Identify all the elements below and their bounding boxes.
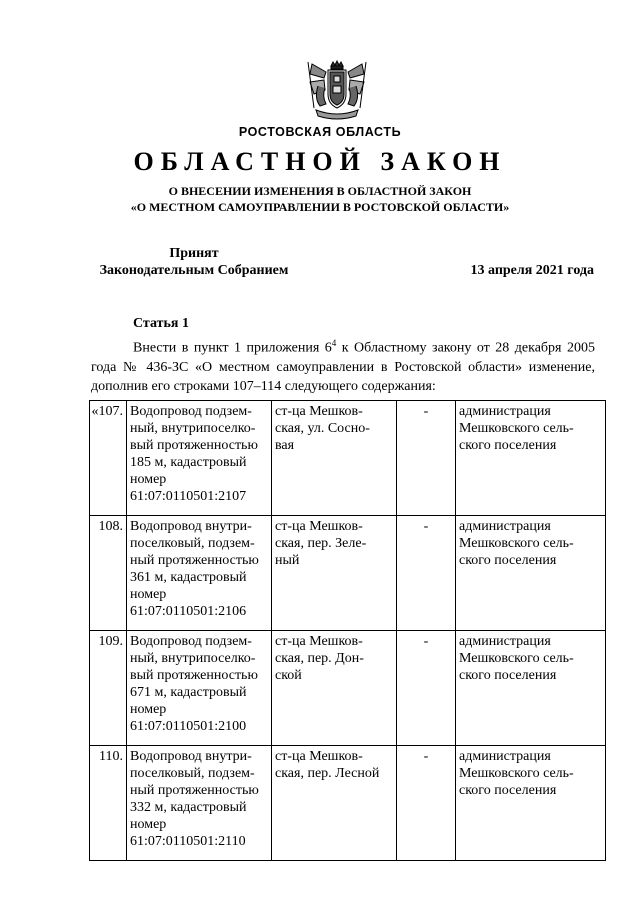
adoption-block <box>94 245 294 279</box>
object-address <box>272 516 397 631</box>
object-line: поселковый, подзем- <box>130 766 255 781</box>
object-description <box>127 401 272 516</box>
subtitle-line: О ВНЕСЕНИИ ИЗМЕНЕНИЯ В ОБЛАСТНОЙ ЗАКОН <box>168 184 472 198</box>
empty-cell-dash: - <box>397 631 456 746</box>
row-number: «107. <box>90 401 127 516</box>
address-line: ская, ул. Сосно- <box>275 421 370 436</box>
address-line: ный <box>275 553 300 568</box>
object-description <box>127 631 272 746</box>
object-line: 671 м, кадастровый <box>130 685 247 700</box>
address-line: вая <box>275 438 295 453</box>
address-line: ст-ца Мешков- <box>275 749 363 764</box>
table-row <box>90 746 606 861</box>
object-line: номер <box>130 702 167 717</box>
adoption-date: 13 апреля 2021 года <box>470 263 594 278</box>
table-row <box>90 516 606 631</box>
owner-line: администрация <box>459 749 551 764</box>
subtitle-line: «О МЕСТНОМ САМОУПРАВЛЕНИИ В РОСТОВСКОЙ ОБЛАСТИ» <box>130 200 510 214</box>
owner-line: администрация <box>459 634 551 649</box>
object-line: 332 м, кадастровый <box>130 800 247 815</box>
object-line: вый протяженностью <box>130 668 258 683</box>
empty-cell-dash: - <box>397 401 456 516</box>
object-address <box>272 746 397 861</box>
table-row <box>90 401 606 516</box>
owner-line: администрация <box>459 404 551 419</box>
object-line: 61:07:0110501:2100 <box>130 719 247 734</box>
owner-name <box>456 516 606 631</box>
owner-line: ского поселения <box>459 668 557 683</box>
object-line: Водопровод подзем- <box>130 404 252 419</box>
owner-line: Мешковского сель- <box>459 766 574 781</box>
object-line: номер <box>130 472 167 487</box>
address-line: ская, пер. Лесной <box>275 766 380 781</box>
article-text <box>91 334 595 396</box>
object-line: ный, внутрипоселко- <box>130 421 256 436</box>
address-line: ская, пер. Зеле- <box>275 536 367 551</box>
owner-line: ского поселения <box>459 783 557 798</box>
owner-line: Мешковского сель- <box>459 421 574 436</box>
object-line: ный, внутрипоселко- <box>130 651 256 666</box>
article-text-end: к Областному закону от 28 декабря 2005 года № 436-ЗС «О местном самоуправлении в Ростовской области» изменение, дополнив его строками 107–114 следующего содержания: <box>91 340 595 394</box>
object-line: номер <box>130 587 167 602</box>
object-address <box>272 631 397 746</box>
object-line: 185 м, кадастровый <box>130 455 247 470</box>
law-type-title: ОБЛАСТНОЙ ЗАКОН <box>133 147 507 176</box>
object-line: 61:07:0110501:2106 <box>130 604 247 619</box>
address-line: ст-ца Мешков- <box>275 634 363 649</box>
empty-cell-dash: - <box>397 746 456 861</box>
article-text-start: Внести в пункт 1 приложения 6 <box>133 340 332 356</box>
row-number: 108. <box>90 516 127 631</box>
empty-cell-dash: - <box>397 516 456 631</box>
owner-line: администрация <box>459 519 551 534</box>
appendix-superscript: 4 <box>331 338 337 348</box>
object-line: номер <box>130 817 167 832</box>
object-line: Водопровод внутри- <box>130 749 252 764</box>
object-line: 61:07:0110501:2110 <box>130 834 246 849</box>
address-line: ская, пер. Дон- <box>275 651 364 666</box>
object-line: вый протяженностью <box>130 438 258 453</box>
object-line: ный протяженностью <box>130 553 259 568</box>
owner-line: Мешковского сель- <box>459 536 574 551</box>
object-line: Водопровод внутри- <box>130 519 252 534</box>
coat-of-arms-emblem <box>304 60 370 122</box>
owner-name <box>456 631 606 746</box>
address-line: ст-ца Мешков- <box>275 519 363 534</box>
address-line: ст-ца Мешков- <box>275 404 363 419</box>
article-heading: Статья 1 <box>133 316 189 331</box>
object-address <box>272 401 397 516</box>
object-description <box>127 746 272 861</box>
object-line: Водопровод подзем- <box>130 634 252 649</box>
owner-name <box>456 746 606 861</box>
owner-name <box>456 401 606 516</box>
object-line: поселковый, подзем- <box>130 536 255 551</box>
row-number: 109. <box>90 631 127 746</box>
address-line: ской <box>275 668 302 683</box>
table-row <box>90 631 606 746</box>
object-line: ный протяженностью <box>130 783 259 798</box>
law-subtitle <box>0 183 640 215</box>
table-body <box>90 401 606 861</box>
object-line: 61:07:0110501:2107 <box>130 489 247 504</box>
adoption-line: Принят <box>169 246 219 261</box>
object-description <box>127 516 272 631</box>
amendment-table <box>89 400 606 861</box>
owner-line: ского поселения <box>459 438 557 453</box>
adoption-body: Законодательным Собранием <box>99 263 289 278</box>
object-line: 361 м, кадастровый <box>130 570 247 585</box>
region-name: РОСТОВСКАЯ ОБЛАСТЬ <box>238 125 402 139</box>
row-number: 110. <box>90 746 127 861</box>
owner-line: ского поселения <box>459 553 557 568</box>
owner-line: Мешковского сель- <box>459 651 574 666</box>
